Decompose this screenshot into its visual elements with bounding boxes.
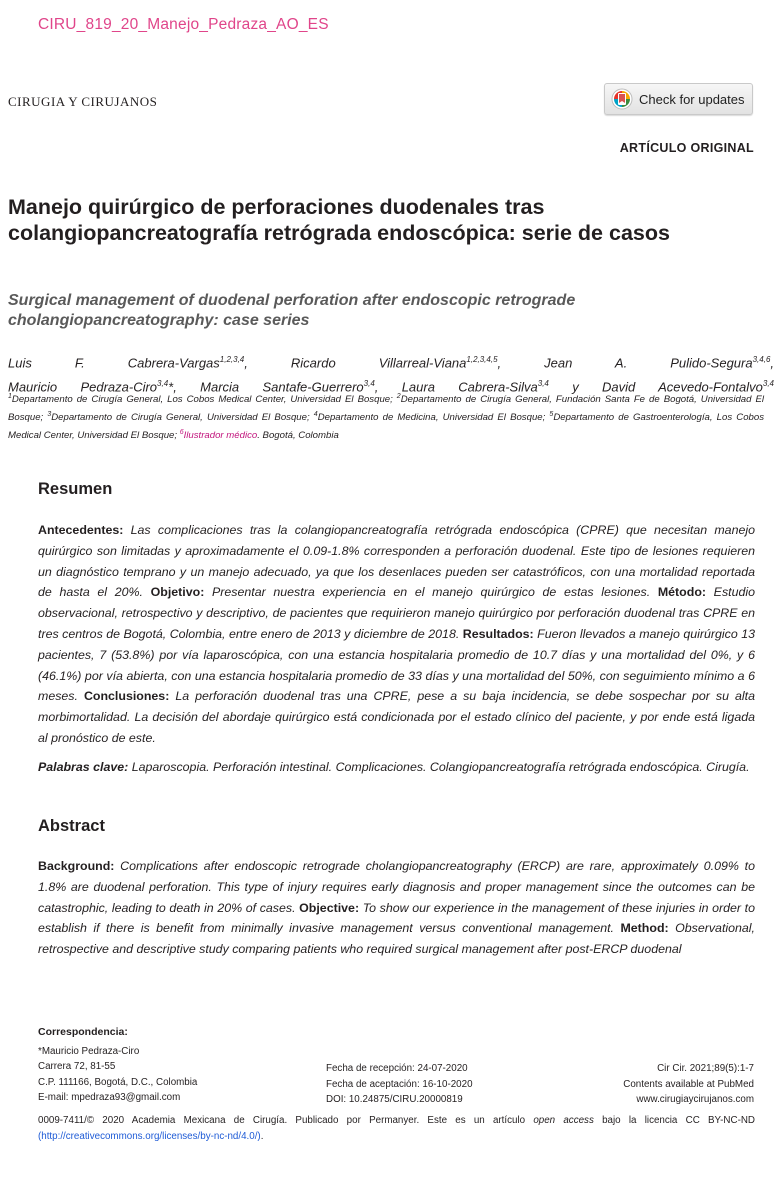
affiliation-city: . Bogotá, Colombia xyxy=(257,430,339,442)
section-label: Antecedentes: xyxy=(38,523,124,537)
affiliation-number: 4 xyxy=(313,411,318,419)
license-text: 0009-7411/© 2020 Academia Mexicana de Cirugía. Publicado por Permanyer. Este es un artículo xyxy=(38,1115,534,1126)
affiliation-text: Departamento de Cirugía General, Fundación Santa Fe de Bogotá, Universidad El Bosque; xyxy=(8,394,764,424)
article-type: ARTÍCULO ORIGINAL xyxy=(619,141,754,155)
license-end: . xyxy=(260,1130,264,1142)
section-text: Las complicaciones tras la colangiopancreatografía retrógrada endoscópica (CPRE) que necesitan manejo quirúrgico son limitadas y aproximadamente el 0.09-1.8% corresponden a perforación duodenal. Este tipo de lesiones requieren un diagnóstico temprano y un manejo adecuado, ya que los desenlaces pueden ser catastróficos, con una mortalidad reportada de hasta el 20%. xyxy=(38,523,755,600)
file-name-header: CIRU_819_20_Manejo_Pedraza_AO_ES xyxy=(38,16,329,33)
resumen-heading: Resumen xyxy=(38,480,113,498)
author-line-1 xyxy=(8,349,774,373)
section-text: Complications after endoscopic retrograde cholangiopancreatography (ERCP) are rare, approximately 0.09% to 1.8% are duodenal perforation. This type of injury requires early diagnosis and proper management since the outcomes can be catastrophic, leading to death in 20% of cases. xyxy=(38,859,755,915)
section-label: Objetivo: xyxy=(150,585,205,600)
keywords-text: Laparoscopia. Perforación intestinal. Complicaciones. Colangiopancreatografía retrógrada endoscópica. Cirugía. xyxy=(128,760,750,774)
section-text: Observational, retrospective and descriptive study comparing patients who required surgical management after post-ERCP duodenal xyxy=(38,921,756,957)
author-name: , Ricardo Villarreal-Viana xyxy=(244,355,467,371)
journal-citation: Cir Cir. 2021;89(5):1-7 xyxy=(657,1063,754,1074)
keywords-label: Palabras clave: xyxy=(38,760,129,774)
section-text: Fueron llevados a manejo quirúrgico 13 pacientes, 7 (53.8%) por vía laparoscópica, con una estancia hospitalaria promedio de 10.7 días y una mortalidad del 0%, y 6 (46.1%) por vía abierta, con una estancia hospitalaria promedio de 33 días y una mortalidad del 50%, con seguimiento mínimo a 6 meses. xyxy=(38,626,755,704)
affiliation-text: Departamento de Cirugía General, Los Cobos Medical Center, Universidad El Bosque; xyxy=(11,394,397,406)
license-link[interactable]: (http://creativecommons.org/licenses/by-nc-nd/4.0/) xyxy=(38,1130,261,1142)
correspondence-name: *Mauricio Pedraza-Ciro xyxy=(38,1045,140,1057)
affiliation-number: 6 xyxy=(179,429,184,437)
affiliation-number: 2 xyxy=(396,393,401,400)
accepted-date: Fecha de aceptación: 16-10-2020 xyxy=(326,1078,473,1090)
journal-website[interactable]: www.cirugiaycirujanos.com xyxy=(636,1094,754,1105)
resumen-text xyxy=(38,520,755,749)
correspondence-block xyxy=(38,1025,197,1106)
affiliation-number: 3 xyxy=(47,411,52,419)
doi[interactable]: DOI: 10.24875/CIRU.20000819 xyxy=(326,1094,463,1105)
section-label: Resultados: xyxy=(462,626,534,641)
keywords xyxy=(38,757,755,778)
check-for-updates-button[interactable] xyxy=(604,83,753,115)
author-name: Mauricio Pedraza-Ciro xyxy=(8,379,158,395)
correspondence-heading: Correspondencia: xyxy=(38,1026,128,1038)
affiliation-text: Departamento de Medicina, Universidad El Bosque; xyxy=(317,412,550,424)
correspondence-city: C.P. 111166, Bogotá, D.C., Colombia xyxy=(38,1076,198,1088)
license-open-access: open access xyxy=(533,1115,594,1126)
author-affiliation-ref: 3,4 xyxy=(537,379,549,389)
license-notice xyxy=(38,1113,755,1144)
article-subtitle: Surgical management of duodenal perforation after endoscopic retrograde cholangiopancreatography: case series xyxy=(8,292,576,329)
crossmark-icon xyxy=(611,88,633,110)
section-label: Background: xyxy=(38,859,115,873)
article-title: Manejo quirúrgico de perforaciones duodenales tras colangiopancreatografía retrógrada endoscópica: serie de casos xyxy=(8,195,670,245)
author-name: Luis F. Cabrera-Vargas xyxy=(8,355,220,371)
license-text: bajo la licencia CC BY-NC-ND xyxy=(593,1115,755,1126)
author-name: y David Acevedo-Fontalvo xyxy=(548,379,763,395)
affiliations xyxy=(8,389,764,444)
author-affiliation-ref: 3,4,6 xyxy=(752,355,771,364)
affiliation-text-highlight: Ilustrador médico xyxy=(183,430,258,442)
section-text: La perforación duodenal tras una CPRE, pese a su baja incidencia, se debe sospechar por su alta morbimortalidad. La decisión del abordaje quirúrgico está condicionada por el estado clínico del paciente, y por ende está ligada al pronóstico de este. xyxy=(38,689,755,745)
author-affiliation-ref: 1,2,3,4 xyxy=(219,355,245,364)
section-label: Método: xyxy=(657,585,707,600)
author-affiliation-ref: 3,4 xyxy=(157,379,169,389)
citation-block xyxy=(623,1061,754,1108)
abstract-heading: Abstract xyxy=(38,817,105,835)
section-text: Presentar nuestra experiencia en el manejo quirúrgico de estas lesiones. xyxy=(204,585,658,600)
correspondence-email[interactable]: E-mail: mpedraza93@gmail.com xyxy=(38,1092,181,1103)
section-label: Objective: xyxy=(299,900,360,915)
abstract-text xyxy=(38,856,755,960)
section-label: Method: xyxy=(620,921,669,936)
author-name: , Marcia Santafe-Guerrero xyxy=(173,379,364,395)
dates-block xyxy=(326,1061,473,1108)
journal-name: CIRUGIA Y CIRUJANOS xyxy=(8,94,158,109)
affiliation-number: 5 xyxy=(549,411,554,419)
corresponding-mark: * xyxy=(168,379,174,395)
affiliation-text: Departamento de Gastroenterología, Los Cobos Medical Center, Universidad El Bosque; xyxy=(8,412,764,442)
pubmed-note: Contents available at PubMed xyxy=(623,1078,754,1090)
author-separator: , xyxy=(770,355,775,371)
author-affiliation-ref: 1,2,3,4,5 xyxy=(466,355,498,364)
check-for-updates-label: Check for updates xyxy=(639,91,745,107)
section-label: Conclusiones: xyxy=(83,689,170,704)
author-name: , Jean A. Pulido-Segura xyxy=(497,355,753,371)
author-affiliation-ref: 3,4 xyxy=(762,379,774,389)
author-name: , Laura Cabrera-Silva xyxy=(374,379,538,395)
section-text: To show our experience in the management of these injuries in order to establish if there is benefit from minimally invasive management versus conventional management. xyxy=(38,900,755,936)
affiliation-text: Departamento de Cirugía General, Universidad El Bosque; xyxy=(51,412,314,424)
received-date: Fecha de recepción: 24-07-2020 xyxy=(326,1063,468,1074)
correspondence-street: Carrera 72, 81-55 xyxy=(38,1061,116,1072)
section-text: Estudio observacional, retrospectivo y descriptivo, de pacientes que requirieron manejo quirúrgico por perforación duodenal tras CPRE en tres centros de Bogotá, Colombia, entre enero de 2013 y diciembre de 2018. xyxy=(38,585,756,641)
author-affiliation-ref: 3,4 xyxy=(363,379,375,389)
affiliation-number: 1 xyxy=(8,393,12,400)
